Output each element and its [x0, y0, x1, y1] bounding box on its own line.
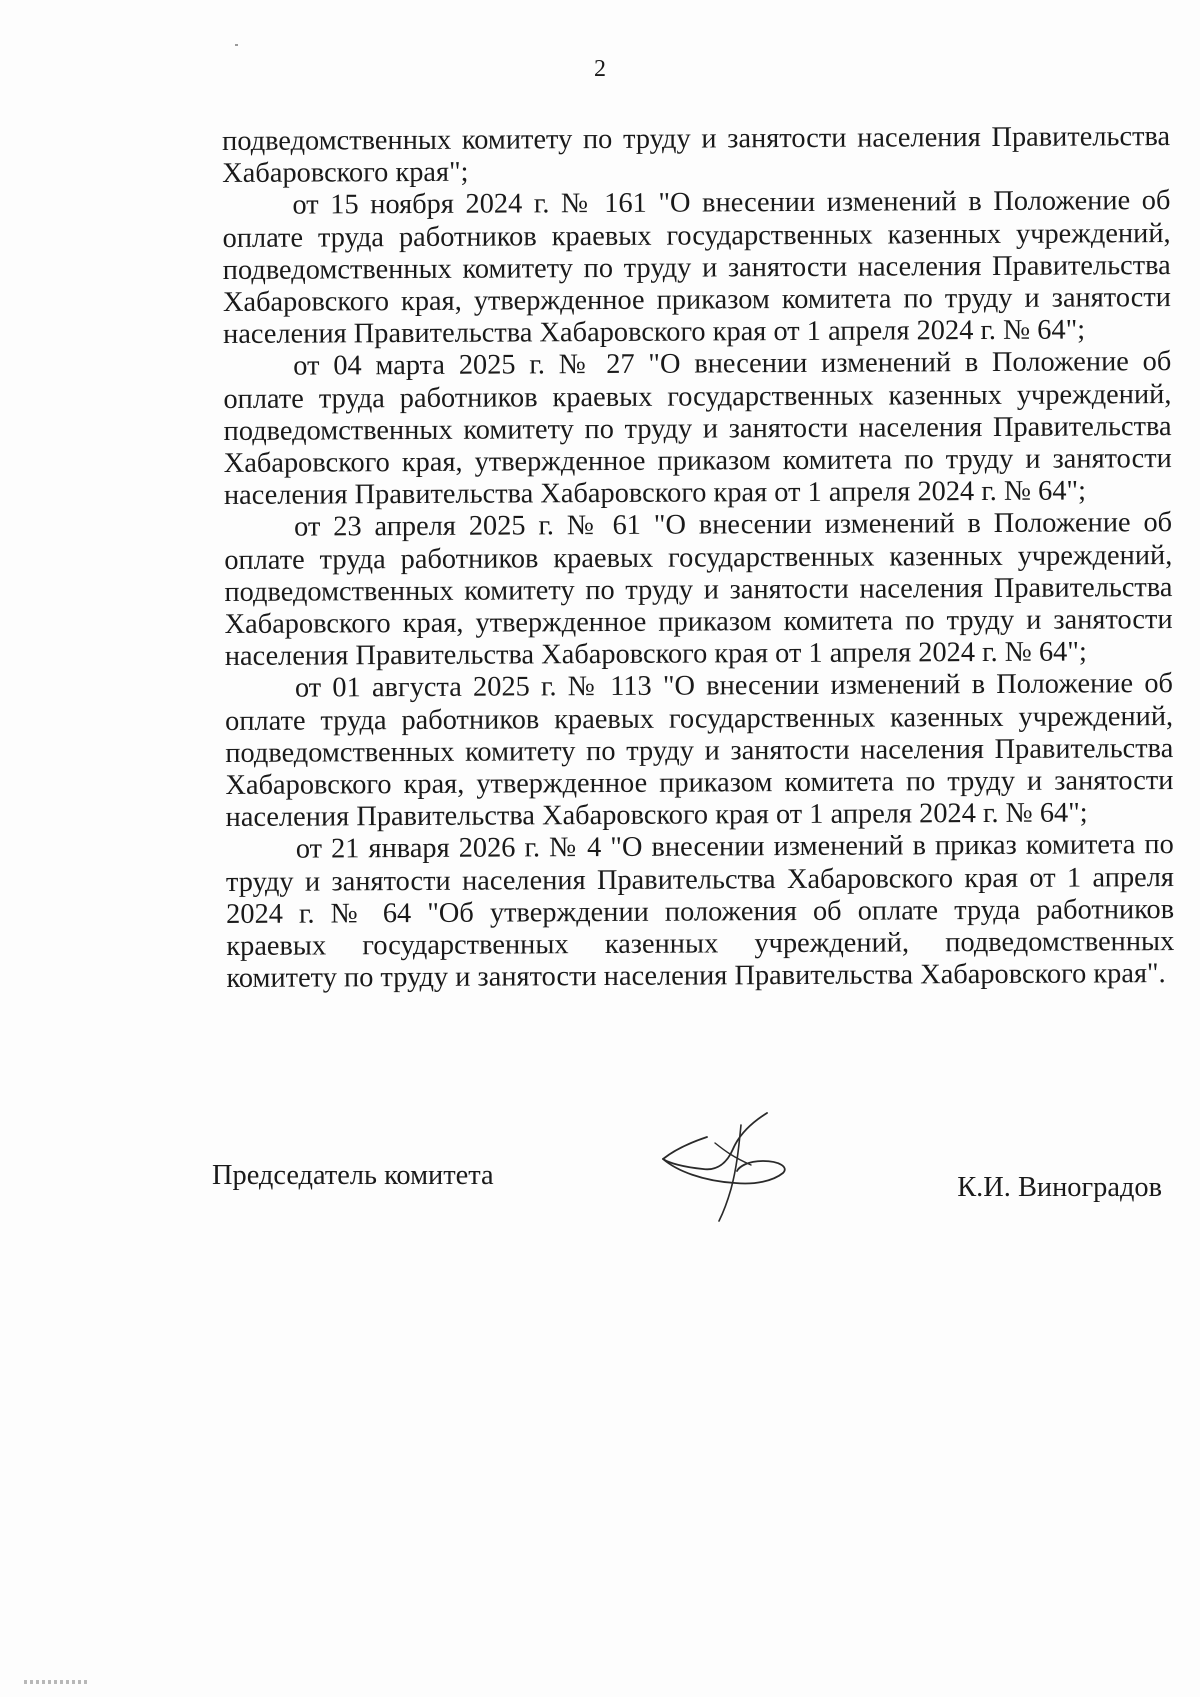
paragraph-order-61: от 23 апреля 2025 г. № 61 "О внесении изменений в Положение об оплате труда работников краевых государственных казенных учреждений, подведомственных комитету по труду и занятости населения Правительства Хабаровского края, утвержденное приказом комитета по труду и занятости населения Правительства Хабаровского края от 1 апреля 2024 г. № 64"; [224, 507, 1173, 673]
signatory-position: Председатель комитета [212, 1160, 494, 1191]
paragraph-order-161: от 15 ноября 2024 г. № 161 "О внесении изменений в Положение об оплате труда работников краевых государственных казенных учреждений, подведомственных комитету по труду и занятости населения Правительства Хабаровского края, утвержденное приказом комитета по труду и занятости населения Правительства Хабаровского края от 1 апреля 2024 г. № 64"; [222, 185, 1171, 351]
paragraph-continuation: подведомственных комитету по труду и занятости населения Правительства Хабаровского края"; [222, 121, 1171, 190]
paragraph-order-27: от 04 марта 2025 г. № 27 "О внесении изменений в Положение об оплате труда работников краевых государственных казенных учреждений, подведомственных комитету по труду и занятости населения Правительства Хабаровского края, утвержденное приказом комитета по труду и занятости населения Правительства Хабаровского края от 1 апреля 2024 г. № 64"; [223, 346, 1172, 512]
page-number: 2 [594, 56, 606, 82]
signatory-name: К.И. Виноградов [957, 1172, 1162, 1203]
scan-artifact [24, 1680, 88, 1684]
handwritten-signature [655, 1105, 800, 1225]
document-body [222, 121, 1175, 995]
paragraph-order-113: от 01 августа 2025 г. № 113 "О внесении изменений в Положение об оплате труда работников краевых государственных казенных учреждений, подведомственных комитету по труду и занятости населения Правительства Хабаровского края, утвержденное приказом комитета по труду и занятости населения Правительства Хабаровского края от 1 апреля 2024 г. № 64"; [225, 668, 1174, 834]
paragraph-order-4: от 21 января 2026 г. № 4 "О внесении изменений в приказ комитета по труду и занятости населения Правительства Хабаровского края от 1 апреля 2024 г. № 64 "Об утверждении положения об оплате труда работников краевых государственных казенных учреждений, подведомственных комитету по труду и занятости населения Правительства Хабаровского края". [225, 829, 1175, 995]
scan-artifact [235, 44, 238, 46]
